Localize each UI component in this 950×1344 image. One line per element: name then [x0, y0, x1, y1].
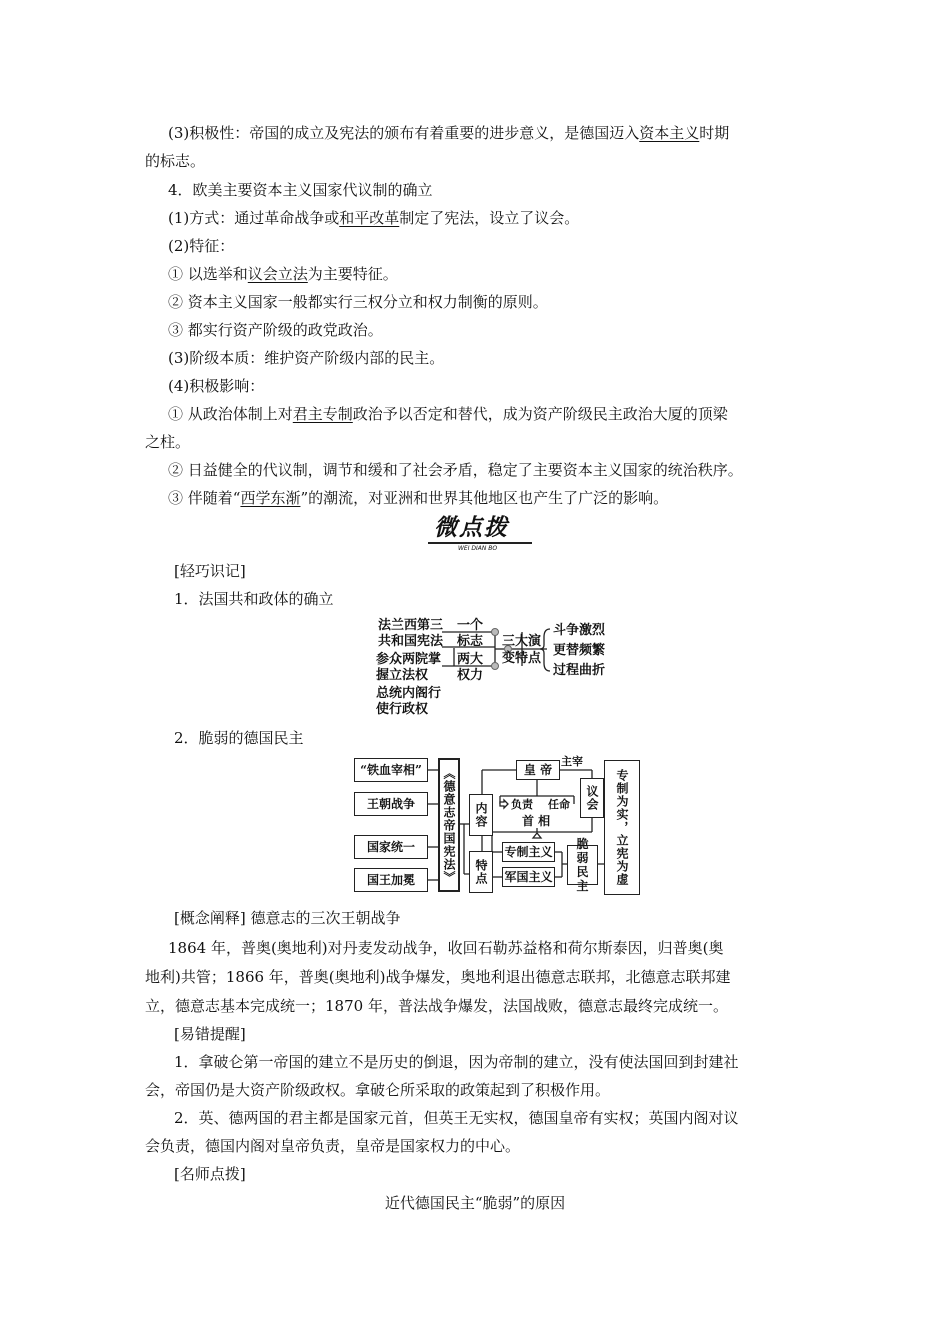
text-line: 之柱。: [145, 433, 191, 451]
text-segment: 为主要特征。: [307, 265, 398, 283]
text-line: 会负责，德国内阁对皇帝负责，皇帝是国家权力的中心。: [145, 1137, 521, 1155]
section-heading: 1．法国共和政体的确立: [174, 590, 334, 608]
logo-underline: [428, 542, 532, 544]
text-line: [168, 264, 398, 284]
node-iron-chancellor: [354, 758, 428, 782]
node-emperor: [516, 760, 560, 780]
node-text: 斗争激烈: [553, 623, 606, 638]
node-text: 参众两院掌: [376, 652, 442, 667]
underlined-term: 议会立法: [247, 265, 308, 283]
text-line: (3)阶级本质：维护资产阶级内部的民主。: [168, 349, 445, 367]
text-line: 会，帝国仍是大资产阶级政权。拿破仑所采取的政策起到了积极作用。: [145, 1081, 611, 1099]
node-text: 王朝战争: [366, 797, 415, 811]
label-dominate: 主宰: [561, 755, 583, 768]
text-line: (4)积极影响：: [168, 377, 265, 395]
node-text: 专制为实，立宪为虚: [615, 769, 629, 886]
node-text: 总统内阁行: [376, 686, 442, 701]
label-appoint: 任命: [548, 798, 570, 811]
underlined-term: 和平改革: [339, 209, 400, 227]
node-text: 权力: [457, 668, 484, 683]
para-positive: [168, 123, 729, 143]
underlined-term: 西学东渐: [240, 489, 301, 507]
node-text: 国家统一: [366, 840, 415, 854]
section-heading: 4．欧美主要资本主义国家代议制的确立: [168, 181, 433, 199]
node-text: 脆弱民主: [576, 837, 589, 893]
underlined-term: 君主专制: [292, 405, 353, 423]
node-text: 使行政权: [376, 702, 429, 717]
text-segment: 政治予以否定和替代，成为资产阶级民主政治大厦的顶梁: [352, 405, 728, 423]
text-line: 2．英、德两国的君主都是国家元首，但英王无实权，德国皇帝有实权；英国内阁对议: [174, 1109, 739, 1127]
text-line: 1．拿破仑第一帝国的建立不是历史的倒退，因为帝制的建立，没有使法国回到封建社: [174, 1053, 739, 1071]
node-text: 握立法权: [376, 668, 429, 683]
label-error-reminder: [易错提醒]: [174, 1025, 246, 1043]
text-line: ② 日益健全的代议制，调节和缓和了社会矛盾，稳定了主要资本主义国家的统治秩序。: [168, 461, 743, 479]
diagram-german-democracy: [352, 756, 642, 901]
text-line: 1864 年，普奥(奥地利)对丹麦发动战争，收回石勒苏益格和荷尔斯泰因，归普奥(奥: [168, 939, 724, 957]
text-line: 立，德意志基本完成统一；1870 年，普法战争爆发，法国战败，德意志最终完成统一。: [145, 997, 728, 1015]
logo-text: 微点拨: [434, 514, 509, 541]
node-constitution: [438, 758, 460, 892]
text-line: 的标志。: [145, 152, 206, 170]
label-teacher-tips: [名师点拨]: [174, 1165, 246, 1183]
text-segment: (3)积极性：帝国的成立及宪法的颁布有着重要的进步意义，是德国迈入: [168, 124, 640, 142]
text-segment: 制定了宪法，设立了议会。: [399, 209, 580, 227]
node-coronation: [354, 868, 428, 892]
text-line: ③ 都实行资产阶级的政党政治。: [168, 321, 383, 339]
node-text: 特点: [474, 859, 488, 885]
node-unification: [354, 835, 428, 859]
node-features: [469, 851, 493, 893]
label-qingqiao: [轻巧识记]: [174, 562, 246, 580]
node-text: 标志: [457, 634, 484, 649]
node-text: 法兰西第三: [378, 618, 444, 633]
node-text: 皇 帝: [523, 763, 553, 777]
text-segment: 时期: [699, 124, 730, 142]
text-line: [168, 208, 579, 228]
node-text: 三大演: [502, 634, 542, 649]
node-text: 内容: [474, 802, 488, 828]
node-content: [469, 794, 493, 836]
text-line: [168, 488, 668, 508]
node-chancellor: 首 相: [522, 814, 551, 828]
text-segment: ③ 伴随着“: [168, 489, 241, 507]
node-text: 《德意志帝国宪法》: [442, 766, 456, 884]
node-text: 国王加冕: [366, 873, 415, 887]
node-militarism: [502, 867, 555, 887]
section-heading: 2．脆弱的德国民主: [174, 729, 304, 747]
node-text: 两大: [457, 652, 484, 667]
node-autocracy: [502, 842, 555, 862]
underlined-term: 资本主义: [639, 124, 700, 142]
text-segment: ① 从政治体制上对: [168, 405, 293, 423]
node-dynastic-wars: [354, 792, 428, 816]
node-text: 更替频繁: [553, 643, 606, 658]
label-responsible: 负责: [511, 798, 533, 811]
node-text: 军国主义: [504, 870, 553, 884]
node-text: 专制主义: [504, 845, 553, 859]
node-text: 变特点: [502, 651, 542, 666]
text-line: ② 资本主义国家一般都实行三权分立和权力制衡的原则。: [168, 293, 548, 311]
node-fragile-democracy: [567, 837, 598, 893]
text-segment: ① 以选举和: [168, 265, 248, 283]
wei-dian-bo-logo: [428, 515, 532, 555]
subheading-reasons: 近代德国民主“脆弱”的原因: [384, 1194, 566, 1212]
text-line: 地利)共管；1866 年，普奥(奥地利)战争爆发，奥地利退出德意志联邦，北德意志联邦建: [145, 968, 731, 986]
diagram-french-republic: [372, 617, 612, 717]
text-segment: ”的潮流，对亚洲和世界其他地区也产生了广泛的影响。: [300, 489, 669, 507]
node-parliament: [580, 778, 604, 818]
node-conclusion: [604, 760, 640, 895]
node-text: “铁血宰相”: [360, 763, 422, 777]
node-text: 议会: [585, 785, 599, 811]
node-text: 共和国宪法: [378, 634, 444, 649]
text-line: (2)特征：: [168, 237, 235, 255]
logo-subtext: WEI DIAN BO: [458, 545, 498, 552]
label-concept: [概念阐释] 德意志的三次王朝战争: [174, 909, 401, 927]
text-segment: (1)方式：通过革命战争或: [168, 209, 340, 227]
text-line: [168, 404, 728, 424]
node-text: 过程曲折: [553, 663, 606, 678]
node-text: 一个: [457, 618, 484, 633]
